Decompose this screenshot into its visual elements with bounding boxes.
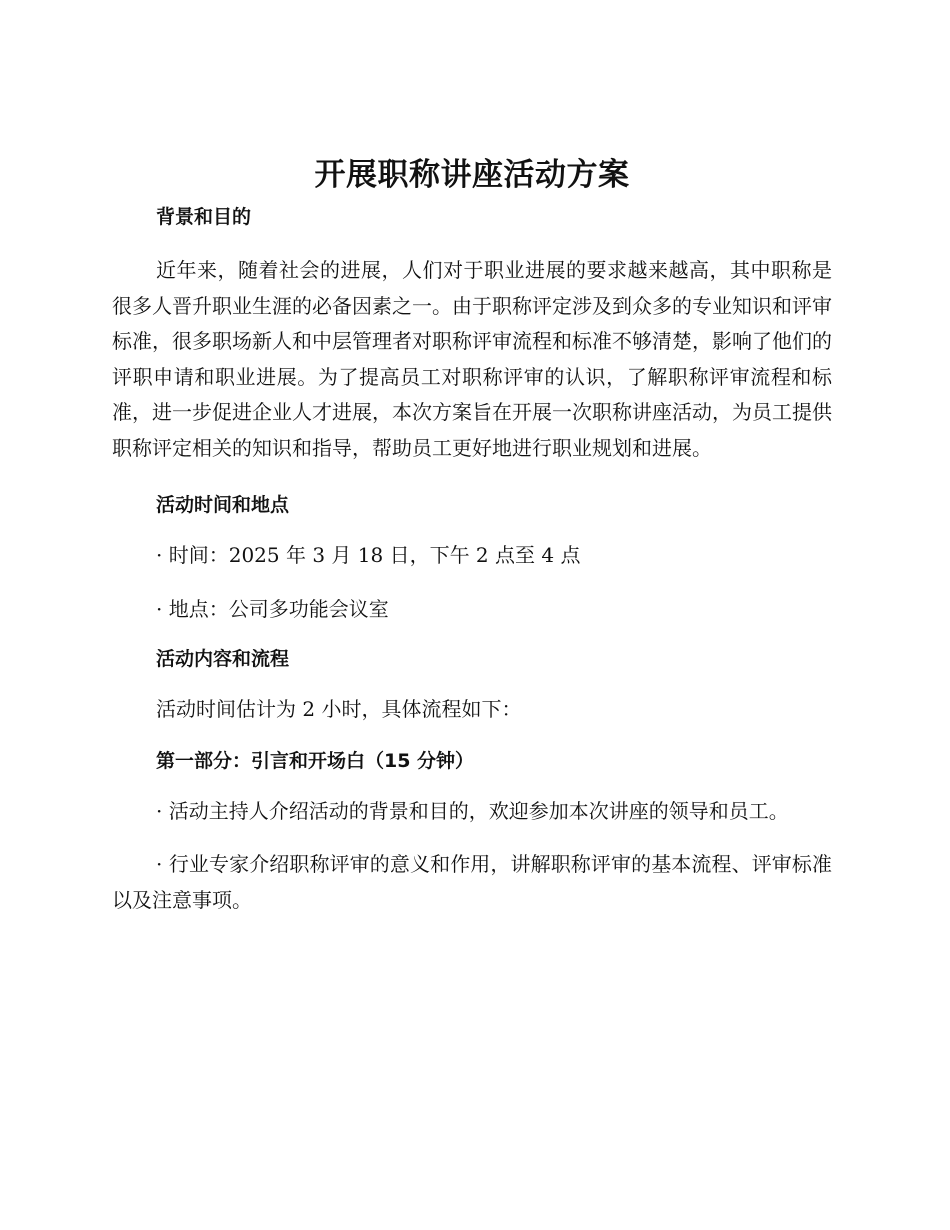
list-item-time: · 时间：2025 年 3 月 18 日，下午 2 点至 4 点 xyxy=(156,543,581,567)
document-title: 开展职称讲座活动方案 xyxy=(314,157,630,193)
list-item-part1-expert: · 行业专家介绍职称评审的意义和作用，讲解职称评审的基本流程、评审标准以及注意事项。 xyxy=(112,852,832,912)
section-heading-background: 背景和目的 xyxy=(156,206,252,228)
document-page xyxy=(112,150,832,918)
section-heading-time-place: 活动时间和地点 xyxy=(156,494,290,516)
list-item-part1-host: · 活动主持人介绍活动的背景和目的，欢迎参加本次讲座的领导和员工。 xyxy=(156,798,789,823)
paragraph-background: 近年来，随着社会的进展，人们对于职业进展的要求越来越高，其中职称是很多人晋升职业生涯的必备因素之一。由于职称评定涉及到众多的专业知识和评审标准，很多职场新人和中层管理者对职称评审流程和标准不够清楚，影响了他们的评职申请和职业进展。为了提高员工对职称评审的认识，了解职称评审流程和标准，进一步促进企业人才进展，本次方案旨在开展一次职称讲座活动，为员工提供职称评定相关的知识和指导，帮助员工更好地进行职业规划和进展。 xyxy=(112,258,832,460)
section-heading-part1: 第一部分：引言和开场白（15 分钟） xyxy=(156,749,475,772)
section-heading-content: 活动内容和流程 xyxy=(156,648,290,670)
list-item-place: · 地点：公司多功能会议室 xyxy=(156,596,389,621)
paragraph-content-intro: 活动时间估计为 2 小时，具体流程如下： xyxy=(156,697,522,721)
